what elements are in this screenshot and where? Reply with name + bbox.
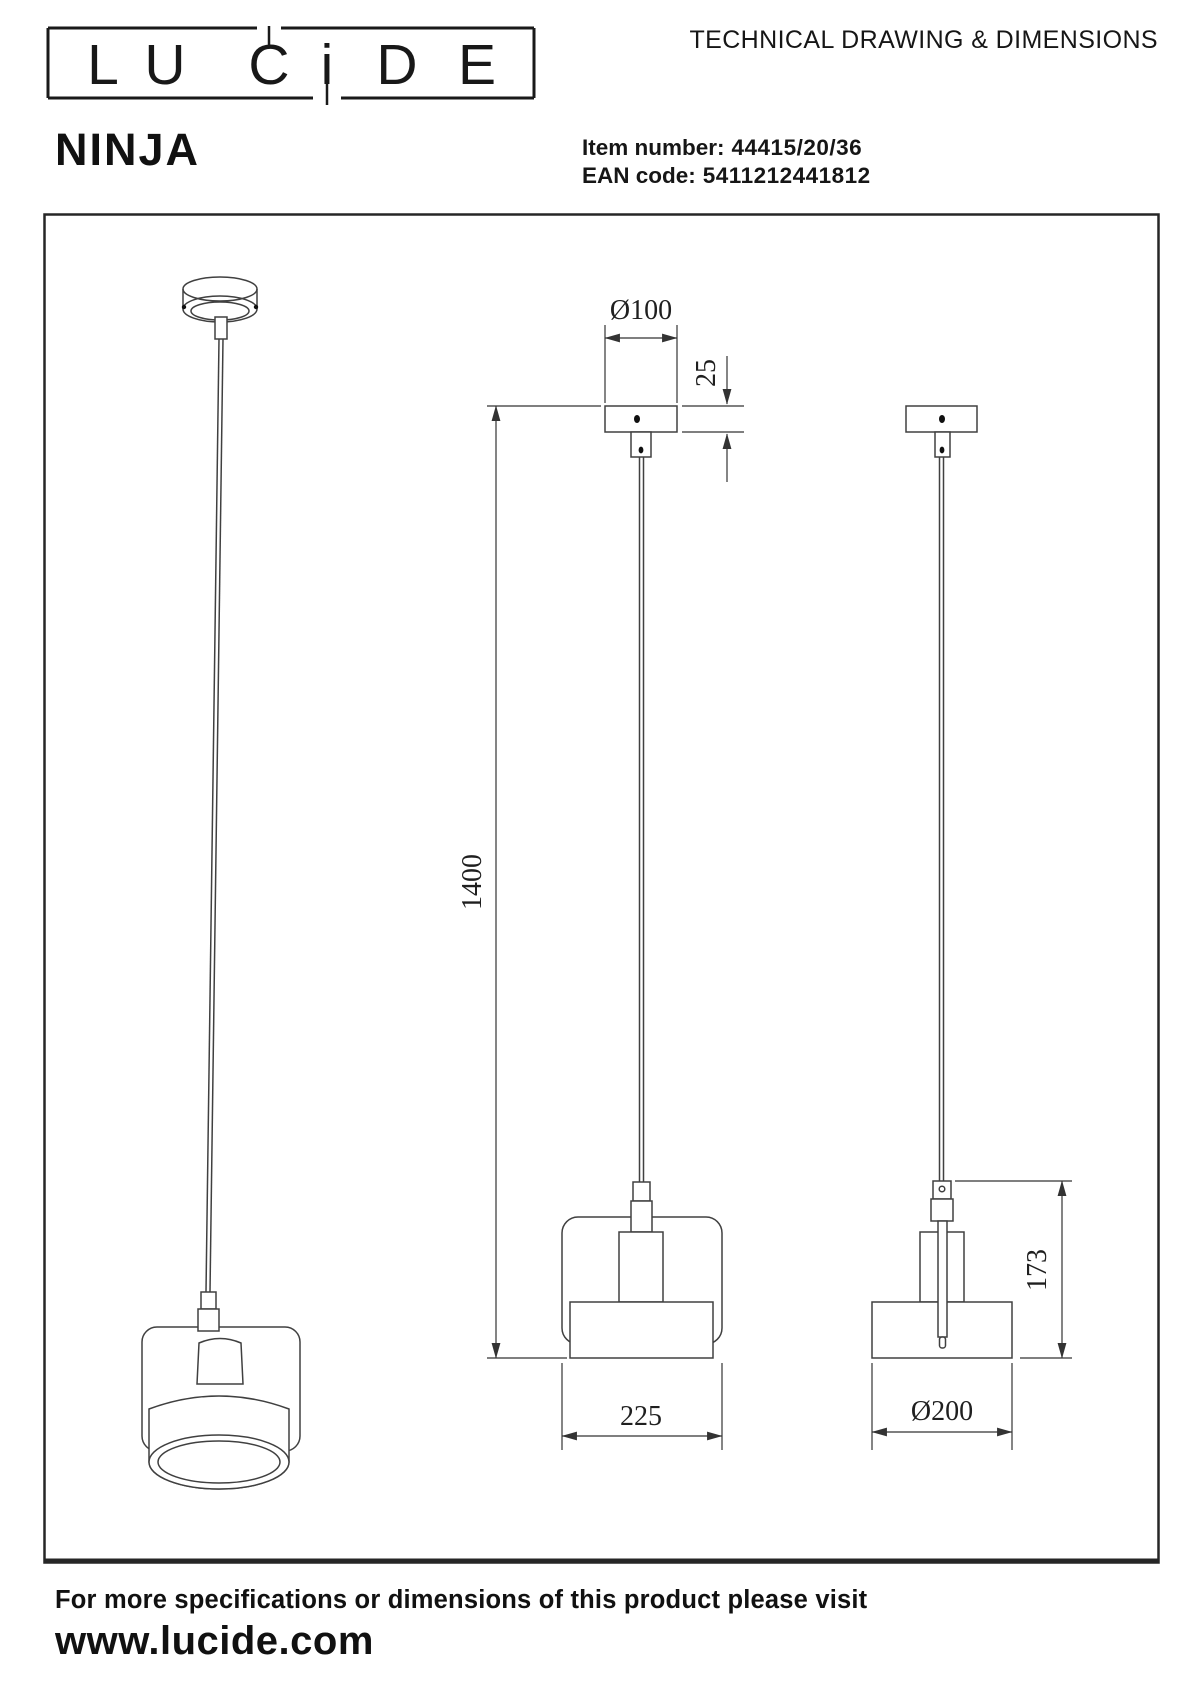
ean-value: 5411212441812 <box>702 163 871 188</box>
doc-title: TECHNICAL DRAWING & DIMENSIONS <box>689 26 1158 54</box>
dim-canopy-diameter: Ø100 <box>609 295 673 326</box>
technical-drawing <box>43 213 1160 1565</box>
footer <box>55 1586 867 1664</box>
dimensions <box>457 295 1072 1450</box>
dim-frame-width: 225 <box>620 1401 662 1432</box>
product-codes <box>582 134 871 190</box>
footer-note: For more specifications or dimensions of this product please visit <box>55 1586 868 1614</box>
logo-letter: i <box>320 33 334 97</box>
footer-website: www.lucide.com <box>55 1619 374 1663</box>
dim-shade-diameter: Ø200 <box>910 1396 974 1427</box>
dim-canopy-height: 25 <box>691 359 722 387</box>
logo-letter: C <box>248 33 290 97</box>
item-number-row <box>582 134 871 162</box>
view-perspective <box>142 277 300 1489</box>
dim-drop-height: 1400 <box>457 854 488 910</box>
logo-letter: D <box>376 33 418 97</box>
view-side <box>872 406 1012 1358</box>
item-number-value: 44415/20/36 <box>731 135 863 160</box>
dim-body-height: 173 <box>1022 1249 1053 1291</box>
logo-letter: E <box>457 33 497 97</box>
product-name: NINJA <box>55 124 201 175</box>
logo-letter: U <box>144 33 186 97</box>
ean-row <box>582 162 871 190</box>
logo-letter: L <box>87 33 119 97</box>
view-front <box>562 406 722 1358</box>
ean-label: EAN code: <box>582 163 696 188</box>
lucide-logo <box>45 20 537 110</box>
item-number-label: Item number: <box>582 135 725 160</box>
